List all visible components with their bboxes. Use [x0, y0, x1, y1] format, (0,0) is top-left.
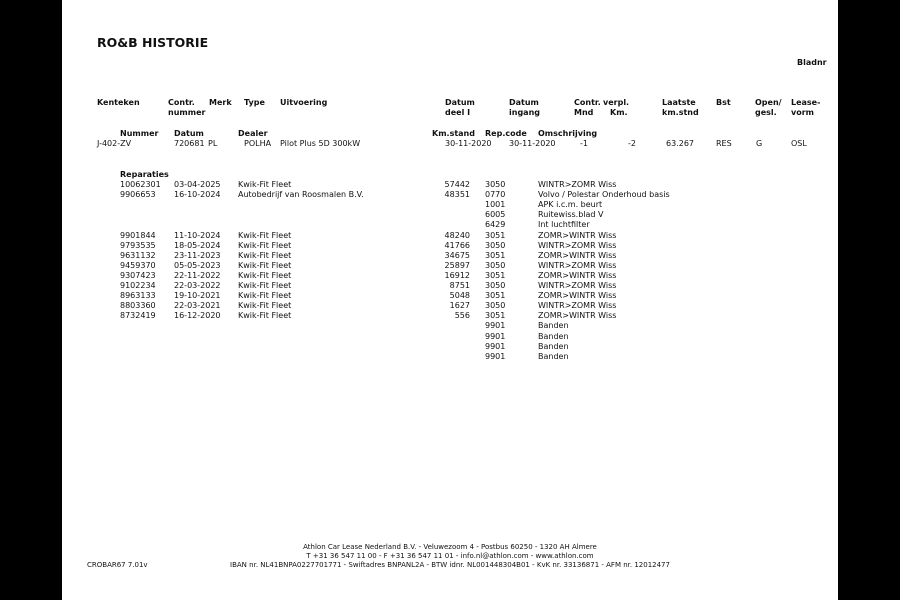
vehicle-open: G [756, 139, 763, 148]
cell-code: 3050 [485, 240, 506, 250]
cell-oms: ZOMR>WINTR Wiss [538, 250, 617, 260]
cell-oms: ZOMR>WINTR Wiss [538, 291, 617, 301]
cell-km: 48240 [444, 230, 470, 240]
cell-code: 6429 [485, 220, 506, 230]
cell-datum: 18-05-2024 [174, 240, 221, 250]
cell-km: 25897 [444, 260, 470, 270]
cell-km: 34675 [444, 250, 470, 260]
col-verpl-km: Km. [610, 108, 628, 117]
col-repcode: Rep.code [485, 129, 527, 138]
cell-km: 5048 [449, 291, 470, 301]
cell-datum: 16-10-2024 [174, 190, 221, 200]
cell-dealer: Kwik-Fit Fleet [238, 270, 292, 280]
cell-dealer: Kwik-Fit Fleet [238, 240, 292, 250]
page-number-label: Bladnr [797, 58, 827, 67]
col-type: Type [244, 98, 265, 107]
cell-nummer: 10062301 [120, 180, 161, 189]
col-lease: Lease- [791, 98, 821, 107]
cell-code: 3051 [485, 270, 506, 280]
col-contr-mnd-2: Mnd [574, 108, 594, 117]
cell-oms: WINTR>ZOMR Wiss [538, 281, 617, 290]
vehicle-uitvoering: Pilot Plus 5D 300kW [280, 139, 361, 148]
cell-oms: Int luchtfilter [538, 220, 590, 230]
cell-oms: ZOMR>WINTR Wiss [538, 230, 617, 240]
cell-code: 0770 [485, 190, 506, 200]
reparaties-label: Reparaties [120, 170, 169, 179]
footer-bank: IBAN nr. NL41BNPA0227701771 - Swiftadres BNPANL2A - BTW idnr. NL001448304B01 - KvK nr. 33136871 - AFM nr. 12012477 [230, 561, 670, 569]
col-omschrijving: Omschrijving [538, 129, 598, 138]
col-kenteken: Kenteken [97, 98, 140, 107]
cell-oms: Banden [538, 351, 569, 361]
cell-code: 9901 [485, 321, 506, 331]
col-dealer: Dealer [238, 129, 268, 138]
cell-oms: ZOMR>WINTR Wiss [538, 311, 617, 321]
col-kmstand: Km.stand [432, 129, 475, 138]
cell-nummer: 8803360 [120, 301, 156, 311]
col-lease-vorm: vorm [791, 108, 814, 117]
col-nummer: Nummer [120, 129, 159, 138]
col-contr-mnd: Contr. [574, 98, 601, 107]
cell-dealer: Kwik-Fit Fleet [238, 291, 292, 301]
col-verpl: verpl. [603, 98, 630, 107]
cell-code: 6005 [485, 210, 506, 220]
cell-oms: WINTR>ZOMR Wiss [538, 180, 617, 189]
cell-dealer: Kwik-Fit Fleet [238, 281, 292, 290]
vehicle-km: -2 [628, 139, 636, 148]
cell-datum: 03-04-2025 [174, 180, 221, 189]
col-open: Open/ [755, 98, 782, 107]
col-datum-ingang: Datum [509, 98, 539, 107]
cell-code: 3051 [485, 311, 506, 321]
vehicle-datum-deel: 30-11-2020 [445, 139, 492, 148]
cell-nummer: 9906653 [120, 190, 156, 200]
col-contr-nummer: nummer [168, 108, 206, 117]
cell-dealer: Kwik-Fit Fleet [238, 250, 292, 260]
cell-oms: WINTR>ZOMR Wiss [538, 240, 617, 250]
vehicle-laatste: 63.267 [666, 139, 694, 148]
cell-km: 48351 [444, 190, 470, 200]
cell-km: 556 [454, 311, 470, 321]
cell-nummer: 9793535 [120, 240, 156, 250]
col-laatste-km: km.stnd [662, 108, 699, 117]
col-open-gesl: gesl. [755, 108, 777, 117]
col-datum-deel: Datum [445, 98, 475, 107]
cell-datum: 19-10-2021 [174, 291, 221, 301]
cell-oms: ZOMR>WINTR Wiss [538, 270, 617, 280]
cell-code: 3050 [485, 260, 506, 270]
col-contr: Contr. [168, 98, 195, 107]
footer-company: Athlon Car Lease Nederland B.V. - Veluwezoom 4 - Postbus 60250 - 1320 AH Almere [303, 543, 597, 551]
cell-datum: 22-03-2022 [174, 281, 221, 290]
cell-nummer: 8732419 [120, 311, 156, 321]
col-laatste: Laatste [662, 98, 696, 107]
col-merk: Merk [209, 98, 232, 107]
cell-oms: WINTR>ZOMR Wiss [538, 260, 617, 270]
cell-nummer: 8963133 [120, 291, 156, 301]
cell-oms: Banden [538, 331, 569, 341]
cell-dealer: Kwik-Fit Fleet [238, 230, 292, 240]
cell-datum: 11-10-2024 [174, 230, 221, 240]
cell-nummer: 9102234 [120, 281, 156, 290]
document-title: RO&B HISTORIE [97, 35, 209, 50]
cell-code: 9901 [485, 351, 506, 361]
cell-nummer: 9459370 [120, 260, 156, 270]
cell-code: 9901 [485, 331, 506, 341]
document-page [62, 0, 838, 600]
cell-km: 1627 [449, 301, 470, 311]
vehicle-contract: 720681 [174, 139, 205, 148]
cell-oms: Banden [538, 341, 569, 351]
vehicle-merk: PL [208, 139, 218, 148]
cell-dealer: Kwik-Fit Fleet [238, 180, 292, 189]
cell-code: 3051 [485, 230, 506, 240]
vehicle-type: POLHA [244, 139, 272, 148]
cell-nummer: 9901844 [120, 230, 156, 240]
cell-code: 1001 [485, 200, 506, 210]
cell-code: 3051 [485, 291, 506, 301]
cell-code: 3050 [485, 301, 506, 311]
cell-code: 9901 [485, 341, 506, 351]
vehicle-mnd: -1 [580, 139, 588, 148]
cell-oms: APK i.c.m. beurt [538, 200, 603, 210]
cell-code: 3050 [485, 180, 506, 189]
cell-nummer: 9307423 [120, 270, 156, 280]
cell-dealer: Kwik-Fit Fleet [238, 301, 292, 311]
cell-code: 3050 [485, 281, 506, 290]
cell-oms: Banden [538, 321, 569, 331]
cell-oms: Ruitewiss.blad V [538, 210, 604, 220]
vehicle-datum-ingang: 30-11-2020 [509, 139, 556, 148]
cell-datum: 23-11-2023 [174, 250, 221, 260]
cell-datum: 22-11-2022 [174, 270, 221, 280]
col-bst: Bst [716, 98, 731, 107]
cell-code: 3051 [485, 250, 506, 260]
cell-dealer: Autobedrijf van Roosmalen B.V. [238, 190, 364, 200]
col-datum-ingang-2: ingang [509, 108, 540, 117]
vehicle-bst: RES [716, 139, 732, 148]
cell-nummer: 9631132 [120, 250, 156, 260]
cell-datum: 05-05-2023 [174, 260, 221, 270]
col-datum: Datum [174, 129, 204, 138]
cell-km: 57442 [444, 180, 470, 189]
cell-km: 8751 [449, 281, 470, 290]
vehicle-kenteken: J-402-ZV [97, 139, 132, 148]
cell-oms: Volvo / Polestar Onderhoud basis [538, 190, 670, 200]
footer-contact: T +31 36 547 11 00 - F +31 36 547 11 01 - info.nl@athlon.com - www.athlon.com [306, 552, 594, 560]
cell-datum: 16-12-2020 [174, 311, 221, 321]
cell-oms: WINTR>ZOMR Wiss [538, 301, 617, 311]
footer-report-code: CROBAR67 7.01v [87, 561, 148, 569]
cell-dealer: Kwik-Fit Fleet [238, 260, 292, 270]
cell-datum: 22-03-2021 [174, 301, 221, 311]
col-uitvoering: Uitvoering [280, 98, 328, 107]
cell-dealer: Kwik-Fit Fleet [238, 311, 292, 321]
cell-km: 41766 [444, 240, 470, 250]
col-datum-deel-2: deel I [445, 108, 471, 117]
vehicle-lease: OSL [791, 139, 807, 148]
cell-km: 16912 [444, 270, 470, 280]
